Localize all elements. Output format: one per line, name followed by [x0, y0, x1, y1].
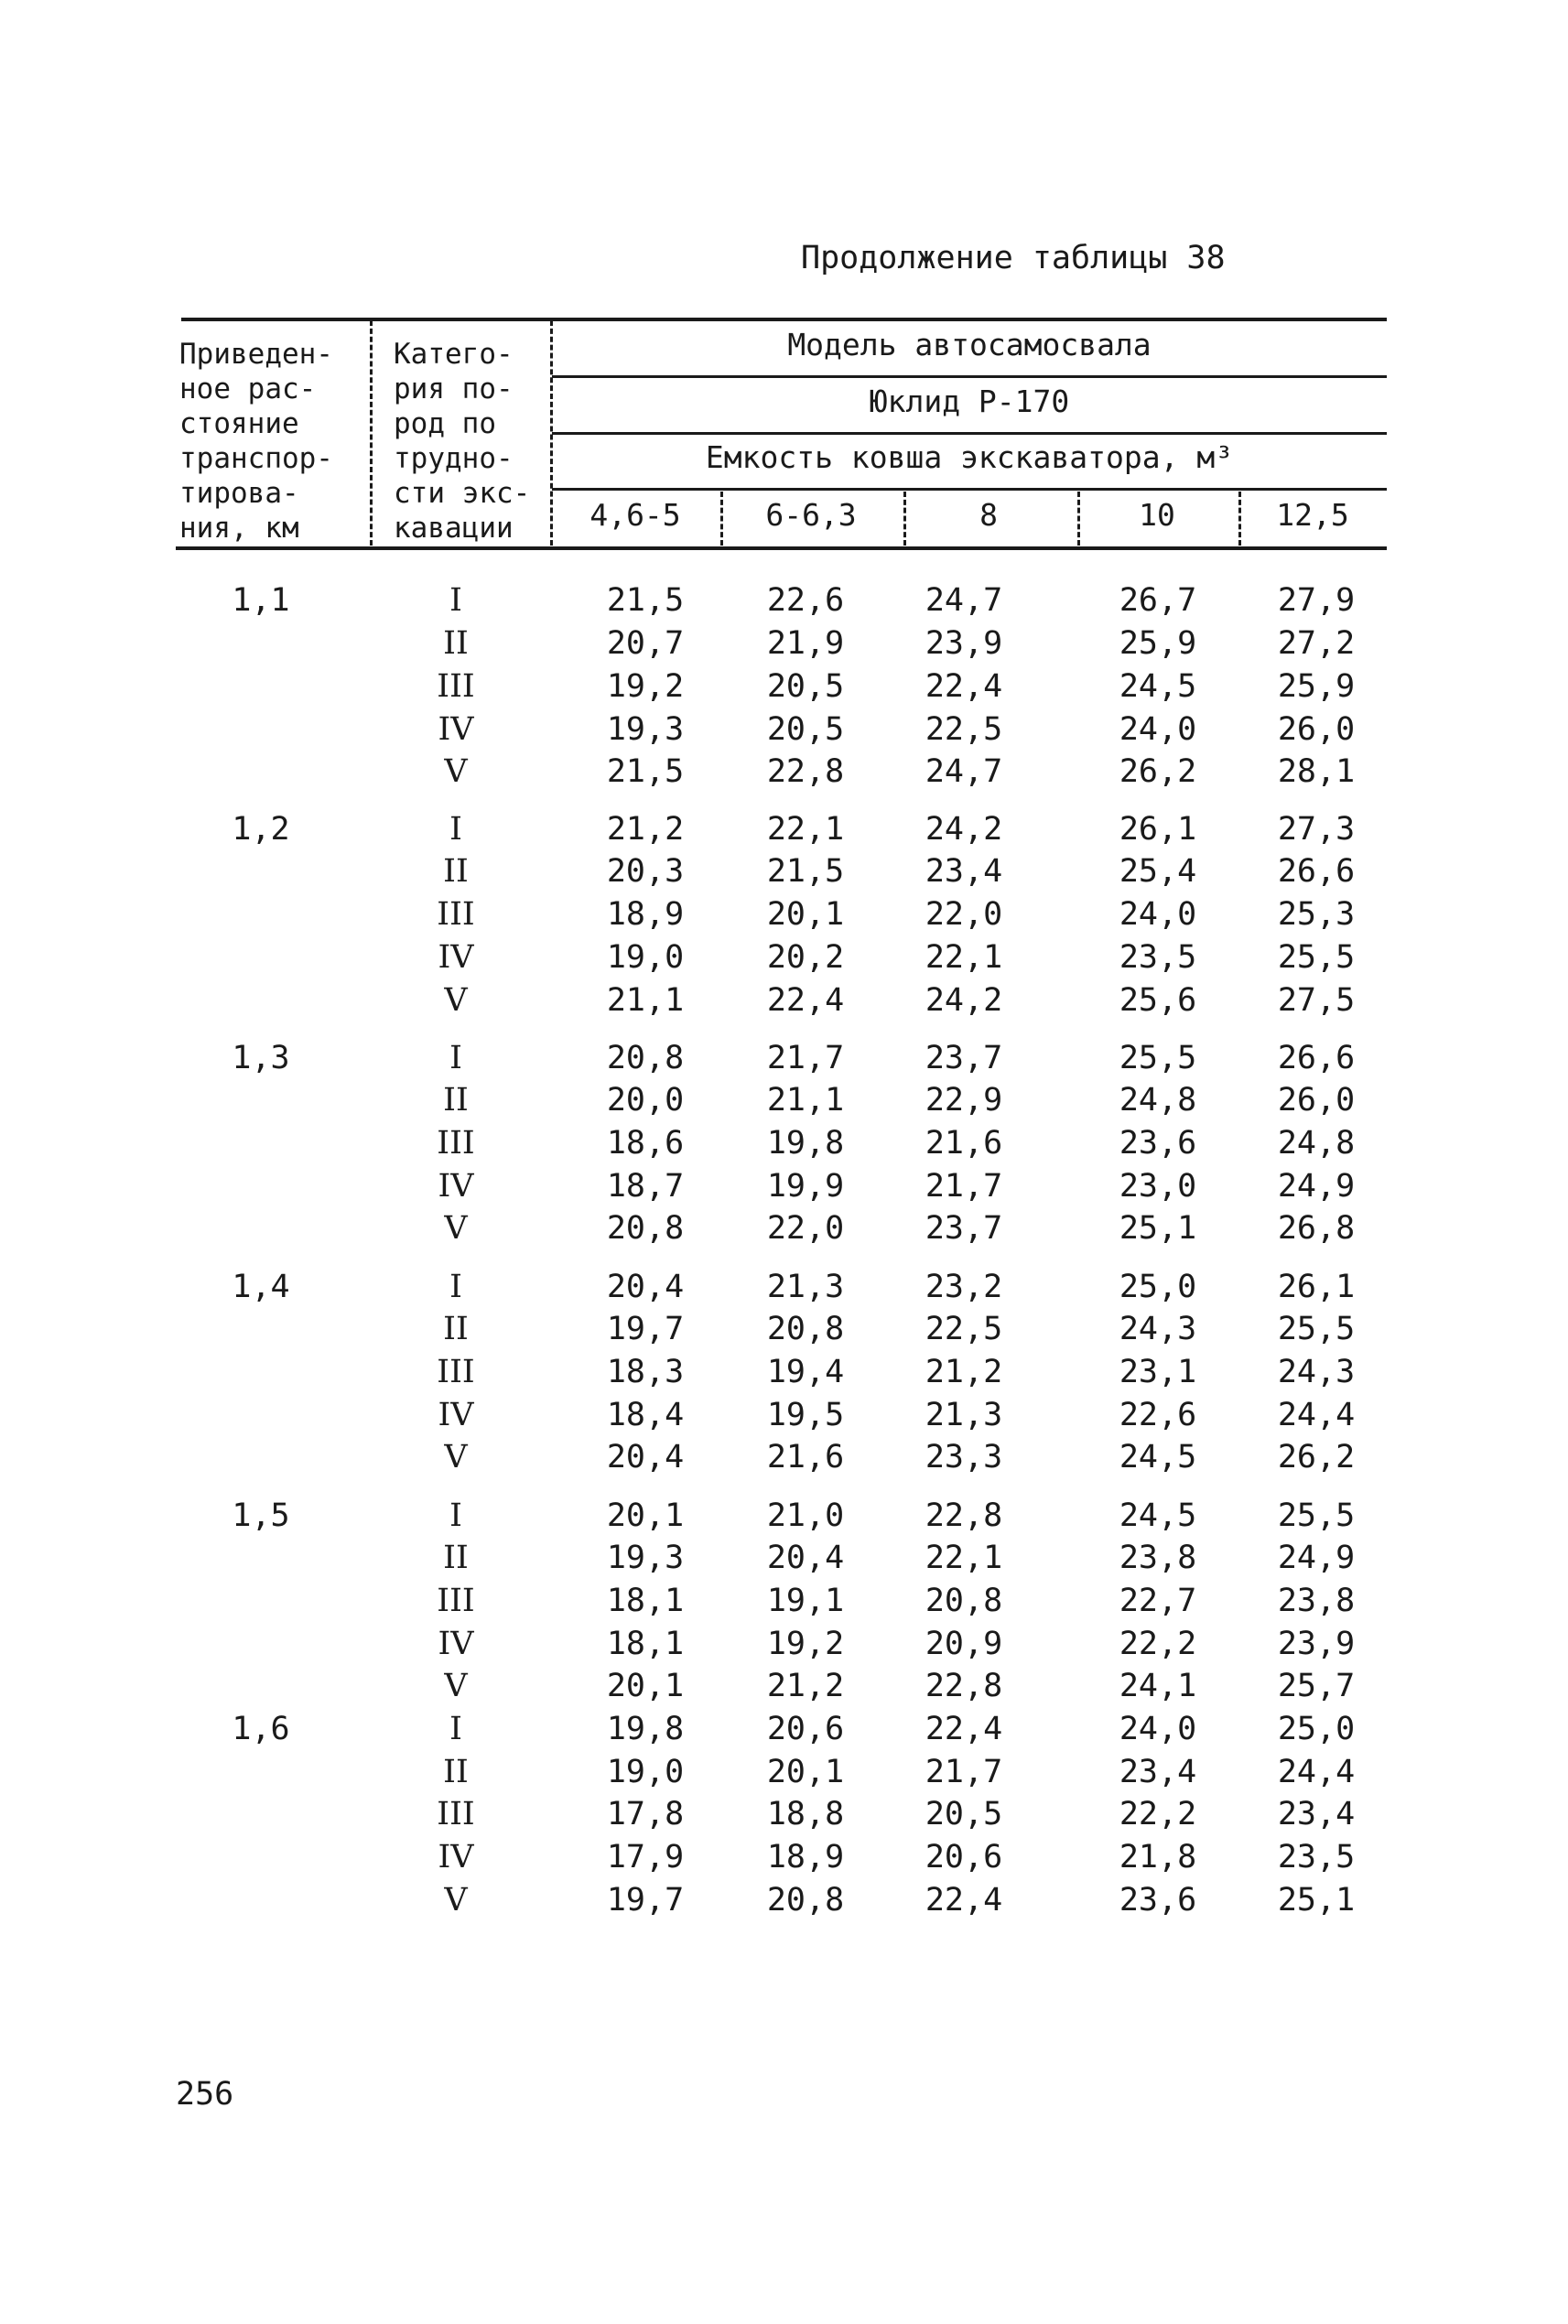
- value-cell: 23,8: [1277, 1583, 1356, 1619]
- value-cell: 20,5: [766, 668, 845, 705]
- header-category-line: Катего-: [394, 338, 514, 371]
- header-separator-6: [1238, 492, 1241, 546]
- header-rule-name: [552, 432, 1387, 435]
- value-cell: 25,6: [1119, 982, 1197, 1019]
- category-cell: I: [449, 582, 462, 619]
- value-cell: 18,8: [766, 1796, 845, 1832]
- value-cell: 22,8: [766, 753, 845, 790]
- capacity-header-cell: 6-6,3: [765, 497, 857, 533]
- value-cell: 23,5: [1119, 939, 1197, 976]
- value-cell: 21,5: [606, 582, 685, 619]
- value-cell: 19,9: [766, 1168, 845, 1205]
- distance-cell: 1,2: [232, 811, 290, 848]
- value-cell: 20,7: [606, 625, 685, 662]
- header-separator-5: [1077, 492, 1080, 546]
- value-cell: 25,0: [1277, 1711, 1356, 1747]
- value-cell: 20,2: [766, 939, 845, 976]
- category-cell: III: [437, 668, 475, 705]
- value-cell: 21,2: [766, 1668, 845, 1704]
- category-cell: V: [444, 753, 468, 790]
- category-cell: IV: [438, 939, 474, 976]
- value-cell: 20,9: [925, 1626, 1003, 1662]
- value-cell: 20,1: [606, 1668, 685, 1704]
- value-cell: 23,4: [925, 853, 1003, 890]
- value-cell: 19,3: [606, 1540, 685, 1576]
- header-category-line: рия по-: [394, 373, 514, 405]
- category-cell: I: [449, 811, 462, 848]
- value-cell: 17,8: [606, 1796, 685, 1832]
- category-cell: I: [449, 1040, 462, 1076]
- value-cell: 19,7: [606, 1882, 685, 1919]
- capacity-header-cell: 10: [1139, 497, 1175, 533]
- value-cell: 22,7: [1119, 1583, 1197, 1619]
- category-cell: II: [443, 625, 469, 662]
- value-cell: 26,0: [1277, 1082, 1356, 1119]
- value-cell: 22,9: [925, 1082, 1003, 1119]
- category-cell: V: [444, 1439, 468, 1475]
- value-cell: 22,8: [925, 1497, 1003, 1534]
- value-cell: 21,8: [1119, 1839, 1197, 1875]
- value-cell: 25,5: [1277, 1497, 1356, 1534]
- value-cell: 23,7: [925, 1210, 1003, 1247]
- header-category-line: сти экс-: [394, 477, 531, 510]
- value-cell: 18,7: [606, 1168, 685, 1205]
- value-cell: 21,2: [925, 1354, 1003, 1390]
- value-cell: 26,7: [1119, 582, 1197, 619]
- value-cell: 20,8: [925, 1583, 1003, 1619]
- value-cell: 18,4: [606, 1397, 685, 1433]
- category-cell: IV: [438, 1397, 474, 1433]
- capacity-header-cell: 8: [979, 497, 998, 533]
- value-cell: 22,4: [925, 668, 1003, 705]
- value-cell: 19,1: [766, 1583, 845, 1619]
- value-cell: 27,5: [1277, 982, 1356, 1019]
- value-cell: 18,9: [606, 896, 685, 933]
- value-cell: 21,5: [606, 753, 685, 790]
- value-cell: 20,8: [766, 1882, 845, 1919]
- value-cell: 26,8: [1277, 1210, 1356, 1247]
- distance-cell: 1,5: [232, 1497, 290, 1534]
- header-category-line: род по: [394, 407, 496, 440]
- value-cell: 23,4: [1119, 1754, 1197, 1790]
- value-cell: 22,6: [766, 582, 845, 619]
- value-cell: 26,1: [1277, 1269, 1356, 1305]
- value-cell: 26,2: [1119, 753, 1197, 790]
- header-distance-line: ния, км: [179, 512, 299, 545]
- value-cell: 27,2: [1277, 625, 1356, 662]
- value-cell: 23,0: [1119, 1168, 1197, 1205]
- category-cell: III: [437, 896, 475, 933]
- value-cell: 19,3: [606, 711, 685, 748]
- value-cell: 23,7: [925, 1040, 1003, 1076]
- value-cell: 19,4: [766, 1354, 845, 1390]
- header-distance-line: ное рас-: [179, 373, 317, 405]
- value-cell: 26,2: [1277, 1439, 1356, 1475]
- value-cell: 24,7: [925, 582, 1003, 619]
- category-cell: IV: [438, 1168, 474, 1205]
- value-cell: 25,7: [1277, 1668, 1356, 1704]
- value-cell: 20,8: [606, 1040, 685, 1076]
- value-cell: 24,2: [925, 811, 1003, 848]
- header-separator-1: [370, 320, 373, 546]
- value-cell: 20,1: [766, 1754, 845, 1790]
- header-distance-line: Приведен-: [179, 338, 333, 371]
- distance-cell: 1,3: [232, 1040, 290, 1076]
- value-cell: 24,3: [1119, 1311, 1197, 1347]
- value-cell: 18,6: [606, 1125, 685, 1162]
- value-cell: 19,8: [606, 1711, 685, 1747]
- value-cell: 23,9: [925, 625, 1003, 662]
- value-cell: 21,0: [766, 1497, 845, 1534]
- value-cell: 25,9: [1119, 625, 1197, 662]
- value-cell: 22,4: [925, 1882, 1003, 1919]
- value-cell: 19,2: [766, 1626, 845, 1662]
- value-cell: 23,2: [925, 1269, 1003, 1305]
- value-cell: 21,7: [925, 1754, 1003, 1790]
- value-cell: 22,8: [925, 1668, 1003, 1704]
- value-cell: 25,1: [1277, 1882, 1356, 1919]
- value-cell: 22,5: [925, 711, 1003, 748]
- value-cell: 21,9: [766, 625, 845, 662]
- value-cell: 24,1: [1119, 1668, 1197, 1704]
- distance-cell: 1,6: [232, 1711, 290, 1747]
- value-cell: 20,0: [606, 1082, 685, 1119]
- value-cell: 28,1: [1277, 753, 1356, 790]
- header-bottom-rule: [176, 546, 1387, 550]
- value-cell: 26,6: [1277, 853, 1356, 890]
- value-cell: 25,4: [1119, 853, 1197, 890]
- table-top-rule: [181, 318, 1387, 321]
- value-cell: 20,4: [606, 1269, 685, 1305]
- value-cell: 22,5: [925, 1311, 1003, 1347]
- value-cell: 21,6: [925, 1125, 1003, 1162]
- value-cell: 19,0: [606, 1754, 685, 1790]
- value-cell: 22,4: [925, 1711, 1003, 1747]
- category-cell: III: [437, 1125, 475, 1162]
- value-cell: 25,5: [1277, 939, 1356, 976]
- value-cell: 25,5: [1277, 1311, 1356, 1347]
- value-cell: 18,1: [606, 1583, 685, 1619]
- value-cell: 24,3: [1277, 1354, 1356, 1390]
- value-cell: 23,1: [1119, 1354, 1197, 1390]
- distance-cell: 1,1: [232, 582, 290, 619]
- value-cell: 19,2: [606, 668, 685, 705]
- category-cell: II: [443, 853, 469, 890]
- header-distance-line: стояние: [179, 407, 299, 440]
- category-cell: III: [437, 1583, 475, 1619]
- capacity-header-cell: 12,5: [1276, 497, 1349, 533]
- header-distance-line: транспор-: [179, 442, 333, 475]
- value-cell: 22,0: [766, 1210, 845, 1247]
- value-cell: 24,4: [1277, 1754, 1356, 1790]
- value-cell: 22,6: [1119, 1397, 1197, 1433]
- value-cell: 24,9: [1277, 1168, 1356, 1205]
- header-category-line: трудно-: [394, 442, 514, 475]
- value-cell: 25,1: [1119, 1210, 1197, 1247]
- value-cell: 24,2: [925, 982, 1003, 1019]
- value-cell: 19,8: [766, 1125, 845, 1162]
- value-cell: 24,8: [1119, 1082, 1197, 1119]
- category-cell: I: [449, 1497, 462, 1534]
- value-cell: 17,9: [606, 1839, 685, 1875]
- value-cell: 20,4: [766, 1540, 845, 1576]
- value-cell: 27,3: [1277, 811, 1356, 848]
- header-distance-line: тирова-: [179, 477, 299, 510]
- value-cell: 22,2: [1119, 1796, 1197, 1832]
- table-caption: Продолжение таблицы 38: [801, 240, 1226, 276]
- category-cell: III: [437, 1796, 475, 1832]
- category-cell: II: [443, 1311, 469, 1347]
- value-cell: 19,5: [766, 1397, 845, 1433]
- distance-cell: 1,4: [232, 1269, 290, 1305]
- category-cell: IV: [438, 1839, 474, 1875]
- category-cell: V: [444, 982, 468, 1019]
- page-number: 256: [176, 2076, 234, 2113]
- category-cell: IV: [438, 711, 474, 748]
- value-cell: 18,9: [766, 1839, 845, 1875]
- value-cell: 22,1: [925, 1540, 1003, 1576]
- value-cell: 19,7: [606, 1311, 685, 1347]
- capacity-header-cell: 4,6-5: [589, 497, 681, 533]
- value-cell: 24,0: [1119, 1711, 1197, 1747]
- value-cell: 19,0: [606, 939, 685, 976]
- value-cell: 21,1: [606, 982, 685, 1019]
- category-cell: V: [444, 1882, 468, 1919]
- value-cell: 23,9: [1277, 1626, 1356, 1662]
- value-cell: 23,4: [1277, 1796, 1356, 1832]
- value-cell: 21,5: [766, 853, 845, 890]
- value-cell: 20,3: [606, 853, 685, 890]
- value-cell: 21,7: [766, 1040, 845, 1076]
- header-rule-bucket: [552, 488, 1387, 491]
- value-cell: 25,0: [1119, 1269, 1197, 1305]
- value-cell: 20,1: [766, 896, 845, 933]
- value-cell: 22,0: [925, 896, 1003, 933]
- value-cell: 20,8: [766, 1311, 845, 1347]
- value-cell: 23,8: [1119, 1540, 1197, 1576]
- value-cell: 23,3: [925, 1439, 1003, 1475]
- header-model-name: Юклид Р-170: [869, 384, 1070, 419]
- value-cell: 21,1: [766, 1082, 845, 1119]
- value-cell: 24,8: [1277, 1125, 1356, 1162]
- category-cell: I: [449, 1269, 462, 1305]
- value-cell: 25,9: [1277, 668, 1356, 705]
- header-model-title: Модель автосамосвала: [787, 327, 1152, 362]
- value-cell: 23,6: [1119, 1882, 1197, 1919]
- value-cell: 20,1: [606, 1497, 685, 1534]
- value-cell: 26,1: [1119, 811, 1197, 848]
- value-cell: 22,1: [925, 939, 1003, 976]
- value-cell: 20,5: [925, 1796, 1003, 1832]
- header-category-line: кавации: [394, 512, 514, 545]
- value-cell: 21,3: [766, 1269, 845, 1305]
- value-cell: 24,0: [1119, 896, 1197, 933]
- value-cell: 24,5: [1119, 1497, 1197, 1534]
- category-cell: II: [443, 1082, 469, 1119]
- value-cell: 20,6: [925, 1839, 1003, 1875]
- value-cell: 26,6: [1277, 1040, 1356, 1076]
- value-cell: 27,9: [1277, 582, 1356, 619]
- value-cell: 23,5: [1277, 1839, 1356, 1875]
- value-cell: 24,4: [1277, 1397, 1356, 1433]
- value-cell: 22,2: [1119, 1626, 1197, 1662]
- header-bucket-title: Емкость ковша экскаватора, м³: [705, 439, 1234, 475]
- value-cell: 24,0: [1119, 711, 1197, 748]
- value-cell: 20,4: [606, 1439, 685, 1475]
- value-cell: 21,3: [925, 1397, 1003, 1433]
- value-cell: 22,1: [766, 811, 845, 848]
- value-cell: 23,6: [1119, 1125, 1197, 1162]
- value-cell: 18,1: [606, 1626, 685, 1662]
- value-cell: 24,5: [1119, 668, 1197, 705]
- category-cell: III: [437, 1354, 475, 1390]
- value-cell: 22,4: [766, 982, 845, 1019]
- value-cell: 25,5: [1119, 1040, 1197, 1076]
- value-cell: 20,5: [766, 711, 845, 748]
- value-cell: 25,3: [1277, 896, 1356, 933]
- value-cell: 24,7: [925, 753, 1003, 790]
- value-cell: 26,0: [1277, 711, 1356, 748]
- value-cell: 21,6: [766, 1439, 845, 1475]
- category-cell: V: [444, 1210, 468, 1247]
- header-separator-3: [720, 492, 723, 546]
- category-cell: II: [443, 1540, 469, 1576]
- category-cell: II: [443, 1754, 469, 1790]
- header-separator-4: [903, 492, 906, 546]
- value-cell: 20,8: [606, 1210, 685, 1247]
- value-cell: 21,7: [925, 1168, 1003, 1205]
- category-cell: I: [449, 1711, 462, 1747]
- value-cell: 21,2: [606, 811, 685, 848]
- category-cell: IV: [438, 1626, 474, 1662]
- value-cell: 24,5: [1119, 1439, 1197, 1475]
- value-cell: 24,9: [1277, 1540, 1356, 1576]
- value-cell: 20,6: [766, 1711, 845, 1747]
- value-cell: 18,3: [606, 1354, 685, 1390]
- category-cell: V: [444, 1668, 468, 1704]
- header-rule-model: [552, 375, 1387, 378]
